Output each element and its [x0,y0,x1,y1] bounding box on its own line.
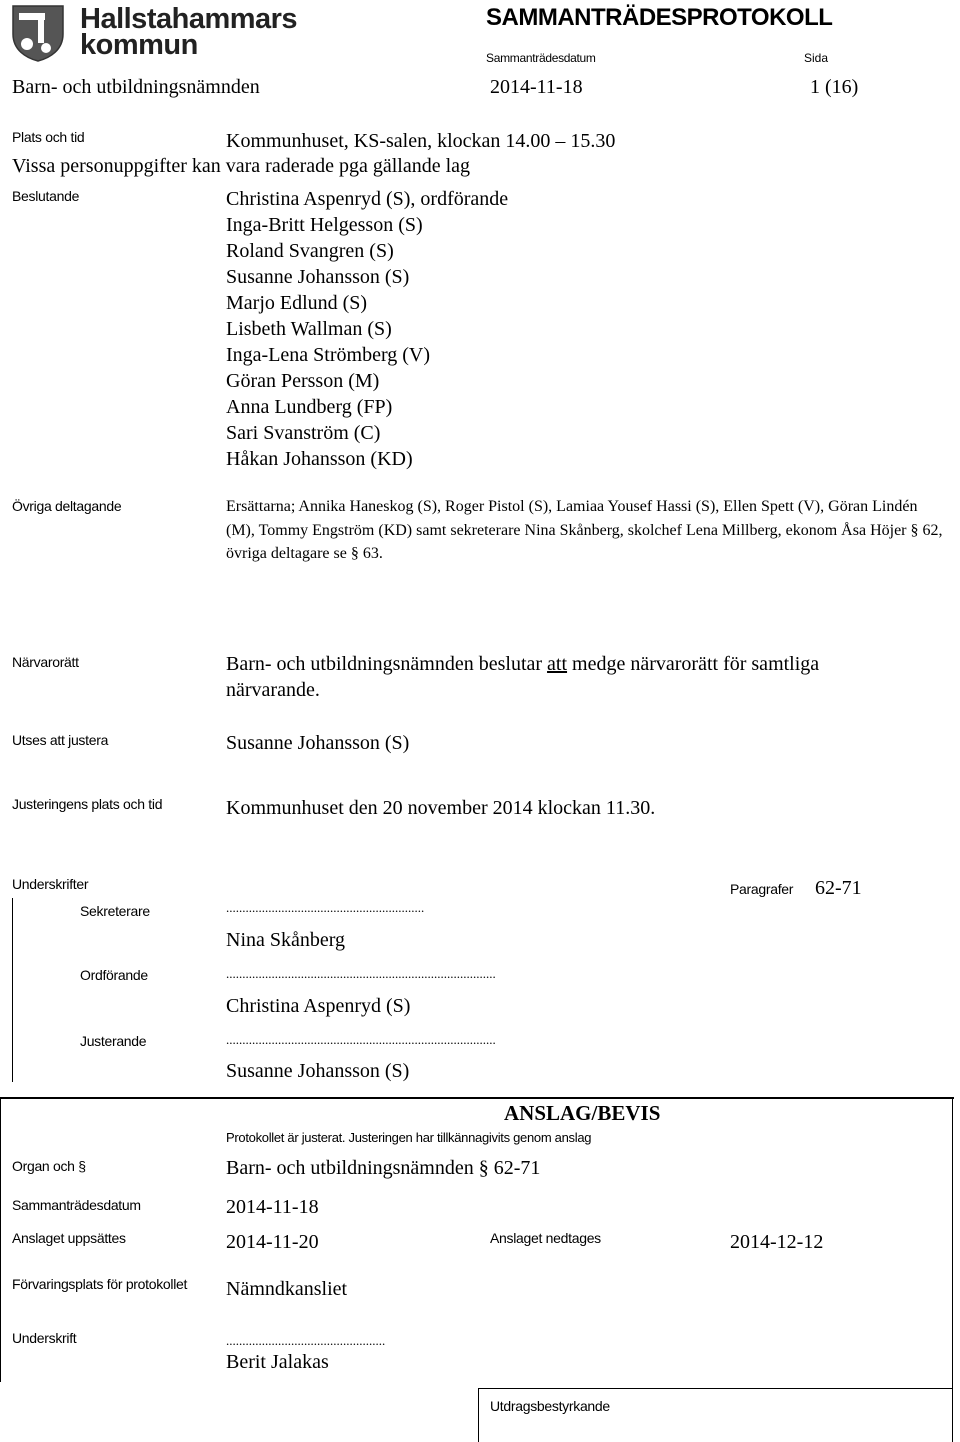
organ-value: Barn- och utbildningsnämnden § 62-71 [226,1157,541,1179]
logo-line-2: kommun [80,29,198,61]
member-item: Anna Lundberg (FP) [226,396,393,418]
attendance-underlined-word: att [547,653,568,675]
removed-label: Anslaget nedtages [490,1230,601,1246]
notice-date-label: Sammanträdesdatum [12,1197,141,1213]
coat-of-arms-icon [10,4,66,62]
member-item: Susanne Johansson (S) [226,266,410,288]
paragraphs-value: 62-71 [815,877,862,899]
chair-signature-line: ................................................................................... [226,966,496,981]
member-item: Sari Svanström (C) [226,422,381,444]
attendance-decision-line-2: närvarande. [226,679,320,701]
deciding-members-label: Beslutande [12,188,80,204]
page-label: Sida [804,51,829,65]
adjuster-appointed-value: Susanne Johansson (S) [226,732,410,754]
certify-box-left-border [478,1388,479,1442]
storage-value: Nämndkansliet [226,1278,348,1300]
place-and-time-label: Plats och tid [12,129,85,145]
privacy-note: Vissa personuppgifter kan vara raderade pga gällande lag [12,155,471,177]
attendance-text-part: Barn- och utbildningsnämnden beslutar [226,653,548,675]
place-and-time: Kommunhuset, KS-salen, klockan 14.00 – 15.30 [226,130,616,152]
logo-line-1: Hallstahammars [80,3,298,35]
adjustment-place-value: Kommunhuset den 20 november 2014 klockan 11.30. [226,797,656,819]
certify-label: Utdragsbestyrkande [490,1398,610,1414]
removed-value: 2014-12-12 [730,1231,824,1253]
attendance-text-part: medge närvarorätt för samtliga [567,653,820,675]
notice-date-value: 2014-11-18 [226,1196,319,1218]
adjuster-name: Susanne Johansson (S) [226,1060,410,1082]
attendance-right-label: Närvarorätt [12,654,79,670]
other-participants-label: Övriga deltagande [12,498,122,514]
member-item: Christina Aspenryd (S), ordförande [226,188,509,210]
secretary-signature-line: ............................................................. [226,900,425,915]
secretary-label: Sekreterare [80,903,150,919]
chair-name: Christina Aspenryd (S) [226,995,411,1017]
notice-signature-line: ................................................. [226,1333,386,1348]
notice-subtitle: Protokollet är justerat. Justeringen har tillkännagivits genom anslag [226,1130,592,1145]
chair-label: Ordförande [80,967,148,983]
adjuster-signature-line: ................................................................................... [226,1032,496,1047]
member-item: Inga-Lena Strömberg (V) [226,344,431,366]
signature-section-border [12,898,13,1082]
member-item: Inga-Britt Helgesson (S) [226,214,423,236]
adjustment-place-label: Justeringens plats och tid [12,796,163,812]
adjuster-appointed-label: Utses att justera [12,732,109,748]
board-name: Barn- och utbildningsnämnden [12,76,260,98]
member-item: Marjo Edlund (S) [226,292,368,314]
signatures-label: Underskrifter [12,876,89,892]
member-item: Håkan Johansson (KD) [226,448,413,470]
municipality-logo [10,3,298,62]
meeting-date: 2014-11-18 [490,76,583,98]
posted-value: 2014-11-20 [226,1231,319,1253]
signature-label: Underskrift [12,1330,77,1346]
member-item: Roland Svangren (S) [226,240,394,262]
certify-box-top-border [478,1388,952,1389]
notice-divider [0,1097,954,1099]
other-participants-text: Ersättarna; Annika Haneskog (S), Roger Pistol (S), Lamiaa Yousef Hassi (S), Ellen Spett (V), Göran Lindén (M), Tommy Engström (KD) samt sekreterare Nina Skånberg, skolchef Lena Millberg, ekonom Åsa Höjer § 62, övriga deltagare se § 63. [226,498,943,562]
notice-signature-name: Berit Jalakas [226,1351,329,1373]
page-number: 1 (16) [810,76,859,98]
attendance-decision-line-1 [226,653,819,676]
deciding-members-list [226,186,508,472]
adjuster-label: Justerande [80,1033,147,1049]
meeting-date-label: Sammanträdesdatum [486,51,596,65]
notice-title: ANSLAG/BEVIS [504,1101,661,1125]
member-item: Lisbeth Wallman (S) [226,318,392,340]
member-item: Göran Persson (M) [226,370,380,392]
paragraphs-label: Paragrafer [730,881,794,897]
posted-label: Anslaget uppsättes [12,1230,126,1246]
document-title: SAMMANTRÄDESPROTOKOLL [486,4,833,31]
notice-right-border [952,1097,953,1442]
organ-label: Organ och § [12,1158,86,1174]
secretary-name: Nina Skånberg [226,929,346,951]
storage-label: Förvaringsplats för protokollet [12,1276,188,1292]
notice-left-border [0,1097,1,1382]
